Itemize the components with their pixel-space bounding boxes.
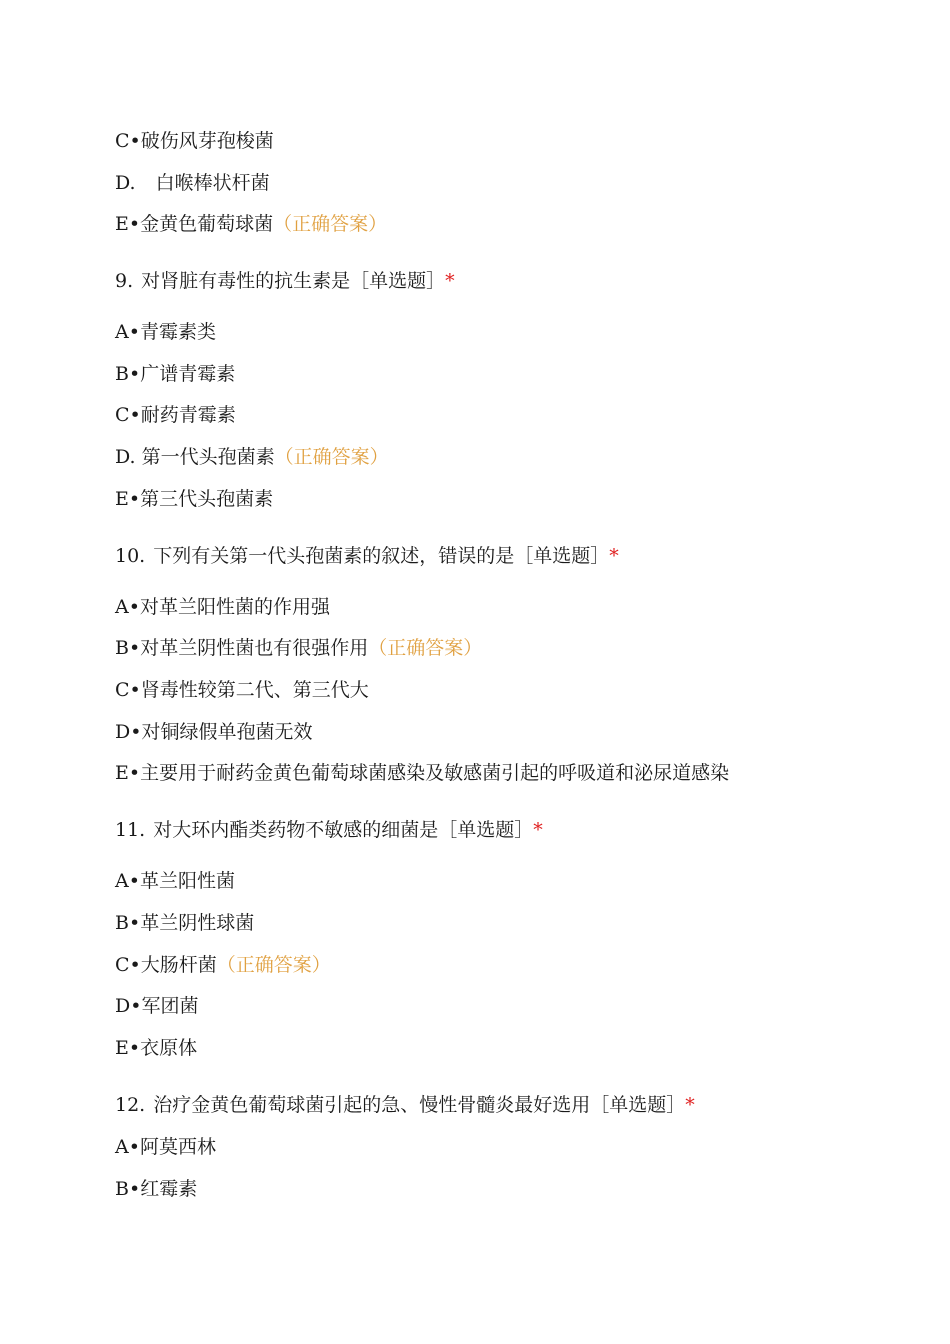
option-letter: C xyxy=(115,954,130,976)
option-text: 大肠杆菌 xyxy=(140,954,217,976)
option-text: 金黄色葡萄球菌 xyxy=(140,213,274,235)
option-text: 主要用于耐药金黄色葡萄球菌感染及敏感菌引起的呼吸道和泌尿道感染 xyxy=(140,762,730,784)
correct-answer-label: （正确答案） xyxy=(368,637,483,659)
option-text: 对革兰阳性菌的作用强 xyxy=(139,596,330,618)
option-text: 耐药青霉素 xyxy=(140,404,236,426)
option-letter: B xyxy=(115,912,129,934)
bullet-icon: • xyxy=(129,130,141,152)
option-letter: B xyxy=(115,637,129,659)
option-letter: C xyxy=(115,404,130,426)
bullet-icon: • xyxy=(129,954,141,976)
q10-option-c xyxy=(115,678,369,702)
q11-option-e xyxy=(115,1036,197,1060)
option-text: 衣原体 xyxy=(140,1037,198,1059)
q9-option-a xyxy=(115,320,216,344)
option-prev-d xyxy=(115,171,270,195)
bullet-icon: • xyxy=(130,721,142,743)
option-letter: A xyxy=(115,596,129,618)
option-text: 革兰阳性菌 xyxy=(139,870,235,892)
option-prev-c xyxy=(115,129,274,153)
required-mark: * xyxy=(685,1094,695,1116)
option-letter: C xyxy=(115,130,130,152)
bullet-icon: • xyxy=(128,637,141,659)
bullet-icon: • xyxy=(128,1178,141,1200)
option-text: 红霉素 xyxy=(140,1178,198,1200)
question-number: 9. xyxy=(115,270,134,292)
q10-option-b xyxy=(115,636,482,660)
option-letter: E xyxy=(115,488,129,510)
question-number: 12. xyxy=(115,1094,146,1116)
question-11-title xyxy=(115,818,543,842)
option-letter: D. xyxy=(115,446,136,468)
option-text: 阿莫西林 xyxy=(139,1136,216,1158)
correct-answer-label: （正确答案） xyxy=(273,213,388,235)
bullet-icon: • xyxy=(128,596,140,618)
q10-option-d xyxy=(115,720,312,744)
correct-answer-label: （正确答案） xyxy=(274,446,389,468)
option-text: 军团菌 xyxy=(141,995,199,1017)
bullet-icon: • xyxy=(128,1037,141,1059)
q12-option-b xyxy=(115,1177,197,1201)
bullet-icon: • xyxy=(128,870,140,892)
option-text: 对革兰阴性菌也有很强作用 xyxy=(140,637,369,659)
q11-option-a xyxy=(115,869,235,893)
question-12-title xyxy=(115,1093,695,1117)
bullet-icon: • xyxy=(128,363,141,385)
bullet-icon: • xyxy=(128,488,141,510)
bullet-icon: • xyxy=(129,404,141,426)
required-mark: * xyxy=(609,545,619,567)
option-prev-e xyxy=(115,212,387,236)
q9-option-c xyxy=(115,403,236,427)
q9-option-e xyxy=(115,487,273,511)
option-text: 革兰阴性球菌 xyxy=(140,912,255,934)
required-mark: * xyxy=(533,819,543,841)
option-text: 第一代头孢菌素 xyxy=(141,446,275,468)
q9-option-b xyxy=(115,362,235,386)
option-text: 青霉素类 xyxy=(139,321,216,343)
question-text: 对大环内酯类药物不敏感的细菌是［单选题］ xyxy=(153,819,534,841)
q9-option-d xyxy=(115,445,389,469)
option-letter: D xyxy=(115,721,131,743)
option-text: 肾毒性较第二代、第三代大 xyxy=(140,679,369,701)
option-text: 广谱青霉素 xyxy=(140,363,236,385)
correct-answer-label: （正确答案） xyxy=(216,954,331,976)
option-letter: D. xyxy=(115,172,136,194)
q11-option-b xyxy=(115,911,254,935)
option-text: 对铜绿假单孢菌无效 xyxy=(141,721,313,743)
option-letter: E xyxy=(115,762,129,784)
option-letter: D xyxy=(115,995,131,1017)
option-text: 破伤风芽孢梭菌 xyxy=(140,130,274,152)
option-letter: E xyxy=(115,1037,129,1059)
question-text: 治疗金黄色葡萄球菌引起的急、慢性骨髓炎最好选用［单选题］ xyxy=(153,1094,686,1116)
bullet-icon: • xyxy=(128,321,140,343)
bullet-icon: • xyxy=(130,995,142,1017)
option-letter: A xyxy=(115,321,129,343)
bullet-icon: • xyxy=(129,679,141,701)
question-9-title xyxy=(115,269,455,293)
q10-option-e xyxy=(115,761,729,785)
option-letter: A xyxy=(115,870,129,892)
bullet-icon: • xyxy=(128,1136,140,1158)
question-number: 10. xyxy=(115,545,146,567)
question-10-title xyxy=(115,544,619,568)
required-mark: * xyxy=(445,270,455,292)
option-letter: B xyxy=(115,363,129,385)
option-letter: E xyxy=(115,213,129,235)
option-letter: C xyxy=(115,679,130,701)
question-text: 对肾脏有毒性的抗生素是［单选题］ xyxy=(141,270,446,292)
option-text: 白喉棒状杆菌 xyxy=(155,172,270,194)
option-letter: A xyxy=(115,1136,129,1158)
question-number: 11. xyxy=(115,819,146,841)
option-letter: B xyxy=(115,1178,129,1200)
bullet-icon: • xyxy=(128,213,141,235)
option-text: 第三代头孢菌素 xyxy=(140,488,274,510)
q12-option-a xyxy=(115,1135,216,1159)
question-text: 下列有关第一代头孢菌素的叙述，错误的是［单选题］ xyxy=(153,545,610,567)
bullet-icon: • xyxy=(128,762,141,784)
bullet-icon: • xyxy=(128,912,141,934)
q11-option-d xyxy=(115,994,198,1018)
q11-option-c xyxy=(115,953,331,977)
q10-option-a xyxy=(115,595,330,619)
